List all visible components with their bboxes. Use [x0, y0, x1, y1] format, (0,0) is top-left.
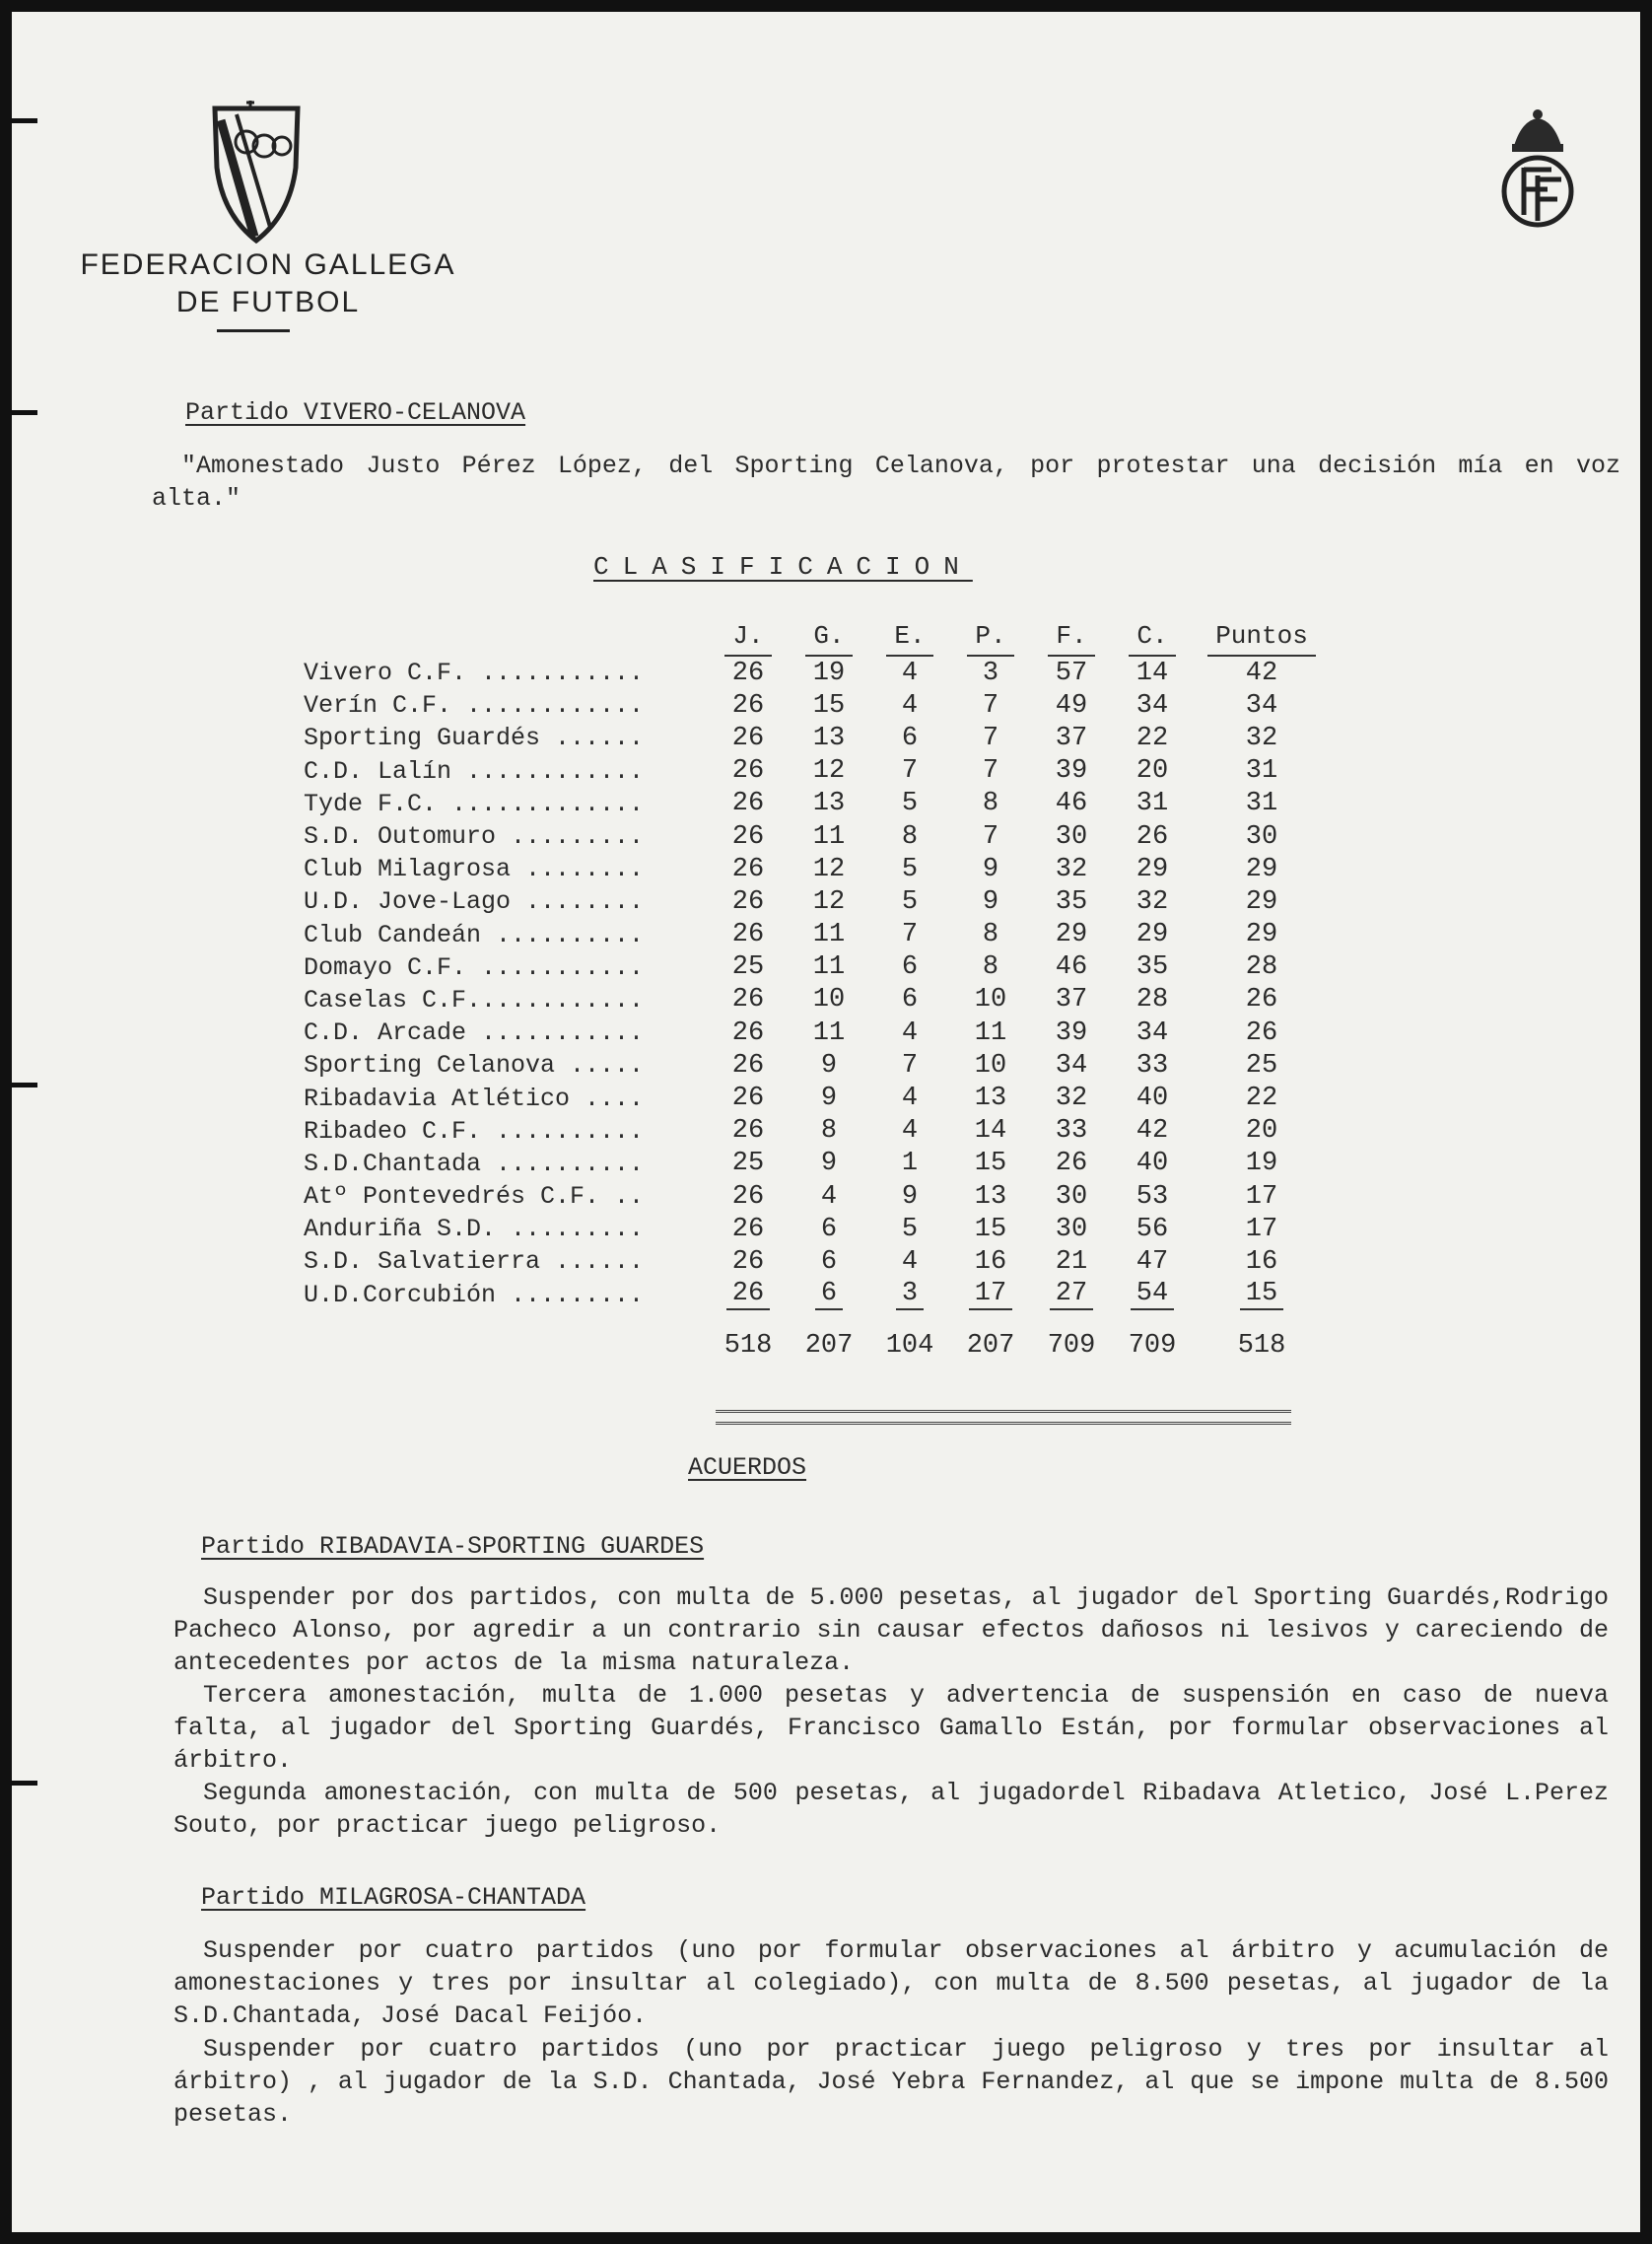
rfef-crest-icon	[1492, 106, 1583, 229]
cell-pts: 29	[1245, 854, 1278, 884]
cell-pts: 29	[1245, 886, 1278, 917]
letterhead-rule	[217, 329, 290, 332]
federation-name-line2: DE FUTBOL	[175, 286, 361, 318]
team-name: S.D. Salvatierra ......	[304, 1247, 645, 1277]
cell-pts: 30	[1245, 821, 1278, 852]
cell-c: 40	[1136, 1149, 1169, 1179]
totals-double-rule	[716, 1410, 1291, 1425]
cell-j: 26	[731, 886, 765, 917]
team-column-header	[304, 617, 708, 657]
cell-g: 12	[812, 756, 846, 787]
cell-e: 5	[901, 1214, 919, 1244]
cell-j: 26	[731, 1116, 765, 1147]
table-row	[304, 755, 1331, 788]
team-name: C.D. Lalín ............	[304, 756, 645, 786]
cell-c: 33	[1136, 1050, 1169, 1081]
col-header-g: G.	[789, 617, 869, 657]
cell-p: 11	[974, 1017, 1007, 1048]
cell-p: 13	[974, 1181, 1007, 1212]
cell-g: 12	[812, 886, 846, 917]
cell-g: 4	[820, 1181, 838, 1212]
cell-j: 26	[731, 690, 765, 721]
cell-g: 6	[820, 1214, 838, 1244]
cell-p: 7	[982, 690, 999, 721]
cell-e: 4	[901, 690, 919, 721]
table-row	[304, 1148, 1331, 1180]
cell-pts: 31	[1245, 789, 1278, 819]
cell-f: 37	[1055, 985, 1088, 1016]
table-row	[304, 722, 1331, 754]
cell-g: 13	[812, 789, 846, 819]
binder-hole-mark	[12, 118, 37, 123]
total-f: 709	[1047, 1330, 1096, 1361]
cell-f: 26	[1055, 1149, 1088, 1179]
cell-c: 32	[1136, 886, 1169, 917]
cell-c: 22	[1136, 723, 1169, 753]
table-row	[304, 1017, 1331, 1049]
col-header-c: C.	[1112, 617, 1193, 657]
cell-g: 13	[812, 723, 846, 753]
team-name: Anduriña S.D. .........	[304, 1215, 645, 1244]
acuerdo-paragraph: Tercera amonestación, multa de 1.000 pesetas y advertencia de suspensión en caso de nueva falta, al jugador del Sporting Guardés, Francisco Gamallo Están, por formular observaciones al árbitro.	[173, 1681, 1609, 1775]
table-row	[304, 1180, 1331, 1213]
cell-e: 4	[901, 1017, 919, 1048]
team-name: C.D. Arcade ...........	[304, 1018, 645, 1048]
cell-pts: 19	[1245, 1149, 1278, 1179]
table-row	[304, 1049, 1331, 1082]
cell-e: 5	[901, 854, 919, 884]
cell-g: 9	[820, 1050, 838, 1081]
cell-c: 34	[1136, 1017, 1169, 1048]
cell-f: 29	[1055, 920, 1088, 950]
cell-pts: 26	[1245, 1017, 1278, 1048]
cell-f: 46	[1055, 952, 1088, 983]
team-name: Ribadeo C.F. ..........	[304, 1116, 645, 1146]
cell-p: 7	[982, 756, 999, 787]
cell-e: 4	[901, 658, 919, 688]
cell-e: 6	[901, 723, 919, 753]
cell-g: 6	[789, 1279, 869, 1311]
total-g: 207	[804, 1330, 854, 1361]
cell-c: 14	[1136, 658, 1169, 688]
team-name: S.D.Chantada ..........	[304, 1149, 645, 1178]
team-name: Club Candeán ..........	[304, 920, 645, 949]
table-row	[304, 1279, 1331, 1311]
cell-p: 16	[974, 1246, 1007, 1277]
cell-e: 5	[901, 789, 919, 819]
cell-f: 46	[1055, 789, 1088, 819]
table-row	[304, 885, 1331, 918]
cell-f: 32	[1055, 854, 1088, 884]
team-name: U.D. Jove-Lago ........	[304, 887, 645, 917]
cell-c: 42	[1136, 1116, 1169, 1147]
cell-j: 26	[731, 1017, 765, 1048]
team-name: Ribadavia Atlético ....	[304, 1084, 645, 1113]
cell-j: 26	[731, 658, 765, 688]
cell-e: 3	[869, 1279, 950, 1311]
cell-g: 19	[812, 658, 846, 688]
table-row	[304, 853, 1331, 885]
cell-g: 15	[812, 690, 846, 721]
cell-c: 34	[1136, 690, 1169, 721]
cell-p: 9	[982, 854, 999, 884]
cell-pts: 17	[1245, 1181, 1278, 1212]
federation-name-line1: FEDERACION GALLEGA	[80, 248, 456, 281]
cell-p: 15	[974, 1149, 1007, 1179]
acuerdo-paragraph: Segunda amonestación, con multa de 500 pesetas, al jugadordel Ribadava Atletico, José L.Perez Souto, por practicar juego peligroso.	[173, 1779, 1609, 1840]
cell-c: 40	[1136, 1084, 1169, 1114]
cell-e: 7	[901, 1050, 919, 1081]
total-e: 104	[885, 1330, 934, 1361]
cell-e: 4	[901, 1084, 919, 1114]
total-j: 518	[723, 1330, 773, 1361]
cell-c: 29	[1136, 854, 1169, 884]
cell-j: 26	[708, 1279, 789, 1311]
cell-c: 26	[1136, 821, 1169, 852]
cell-pts: 17	[1245, 1214, 1278, 1244]
cell-pts: 20	[1245, 1116, 1278, 1147]
federation-name	[51, 246, 485, 321]
team-name: Sporting Guardés ......	[304, 724, 645, 753]
cell-pts: 15	[1193, 1279, 1331, 1311]
cell-pts: 26	[1245, 985, 1278, 1016]
table-header-row	[304, 617, 1331, 657]
col-header-j: J.	[708, 617, 789, 657]
binder-hole-mark	[12, 1781, 37, 1786]
cell-c: 35	[1136, 952, 1169, 983]
team-name: Caselas C.F............	[304, 985, 645, 1015]
team-name: Verín C.F. ............	[304, 691, 645, 721]
binder-hole-mark	[12, 1083, 37, 1087]
classification-title: CLASIFICACION	[593, 552, 973, 582]
acuerdo-paragraph: Suspender por dos partidos, con multa de 5.000 pesetas, al jugador del Sporting Guardés,Rodrigo Pacheco Alonso, por agredir a un contrario sin causar efectos dañosos ni lesivos y careciendo de antecedentes por actos de la misma naturaleza.	[173, 1583, 1609, 1677]
cell-j: 25	[731, 1149, 765, 1179]
cell-g: 6	[820, 1246, 838, 1277]
col-header-puntos: Puntos	[1193, 617, 1331, 657]
cell-j: 26	[731, 723, 765, 753]
cell-e: 5	[901, 886, 919, 917]
cell-p: 3	[982, 658, 999, 688]
cell-g: 8	[820, 1116, 838, 1147]
cell-c: 31	[1136, 789, 1169, 819]
cell-pts: 25	[1245, 1050, 1278, 1081]
cell-pts: 42	[1245, 658, 1278, 688]
cell-j: 26	[731, 1084, 765, 1114]
cell-f: 34	[1055, 1050, 1088, 1081]
cell-c: 56	[1136, 1214, 1169, 1244]
acuerdo-paragraph: Suspender por cuatro partidos (uno por formular observaciones al árbitro y acumulación de amonestaciones y tres por insultar al colegiado), con multa de 8.500 pesetas, al jugador de la S.D.Chantada, José Dacal Feijóo.	[173, 1936, 1609, 2030]
table-row	[304, 820, 1331, 853]
cell-pts: 29	[1245, 920, 1278, 950]
cell-g: 11	[812, 1017, 846, 1048]
acuerdos-title: ACUERDOS	[688, 1453, 807, 1482]
cell-e: 9	[901, 1181, 919, 1212]
cell-f: 30	[1055, 1181, 1088, 1212]
cell-c: 47	[1136, 1246, 1169, 1277]
match-heading-milagrosa-chantada: Partido MILAGROSA-CHANTADA	[201, 1883, 586, 1912]
cell-f: 21	[1055, 1246, 1088, 1277]
cell-j: 26	[731, 854, 765, 884]
cell-pts: 22	[1245, 1084, 1278, 1114]
col-header-e: E.	[869, 617, 950, 657]
cell-e: 7	[901, 756, 919, 787]
total-pts: 518	[1237, 1330, 1286, 1361]
cell-f: 30	[1055, 821, 1088, 852]
table-row	[304, 788, 1331, 820]
cell-f: 49	[1055, 690, 1088, 721]
cell-f: 39	[1055, 756, 1088, 787]
cell-g: 10	[812, 985, 846, 1016]
match-heading-ribadavia-sporting: Partido RIBADAVIA-SPORTING GUARDES	[201, 1532, 705, 1561]
cell-p: 7	[982, 723, 999, 753]
cell-p: 15	[974, 1214, 1007, 1244]
cell-e: 7	[901, 920, 919, 950]
table-row	[304, 951, 1331, 984]
cell-f: 39	[1055, 1017, 1088, 1048]
team-name: Club Milagrosa ........	[304, 855, 645, 884]
cell-e: 6	[901, 985, 919, 1016]
cell-pts: 28	[1245, 952, 1278, 983]
cell-f: 27	[1031, 1279, 1112, 1311]
cell-p: 7	[982, 821, 999, 852]
cell-e: 8	[901, 821, 919, 852]
team-name: Domayo C.F. ...........	[304, 952, 645, 982]
col-header-p: P.	[950, 617, 1031, 657]
cell-e: 6	[901, 952, 919, 983]
total-p: 207	[966, 1330, 1015, 1361]
cell-e: 4	[901, 1116, 919, 1147]
cell-p: 17	[950, 1279, 1031, 1311]
cell-p: 8	[982, 920, 999, 950]
cell-g: 11	[812, 952, 846, 983]
table-row	[304, 1245, 1331, 1278]
cell-pts: 34	[1245, 690, 1278, 721]
cell-j: 26	[731, 1050, 765, 1081]
cell-j: 26	[731, 821, 765, 852]
table-row	[304, 1082, 1331, 1114]
team-name: S.D. Outomuro .........	[304, 822, 645, 852]
cell-j: 26	[731, 1214, 765, 1244]
match-heading-vivero-celanova: Partido VIVERO-CELANOVA	[185, 398, 526, 427]
cell-pts: 16	[1245, 1246, 1278, 1277]
team-name: Vivero C.F. ...........	[304, 659, 645, 688]
col-header-f: F.	[1031, 617, 1112, 657]
cell-j: 25	[731, 952, 765, 983]
cell-g: 12	[812, 854, 846, 884]
cell-j: 26	[731, 789, 765, 819]
table-row	[304, 689, 1331, 722]
cell-c: 28	[1136, 985, 1169, 1016]
document-page	[12, 12, 1640, 2232]
cell-g: 11	[812, 821, 846, 852]
team-name: Sporting Celanova .....	[304, 1051, 645, 1081]
classification-body	[304, 657, 1331, 1361]
cell-p: 14	[974, 1116, 1007, 1147]
match-quote: "Amonestado Justo Pérez López, del Sporting Celanova, por protestar una decisión mía en voz alta."	[152, 452, 1620, 513]
cell-f: 32	[1055, 1084, 1088, 1114]
totals-row	[304, 1311, 1331, 1361]
acuerdo-paragraph: Suspender por cuatro partidos (uno por practicar juego peligroso y tres por insultar al árbitro) , al jugador de la S.D. Chantada, José Yebra Fernandez, al que se impone multa de 8.500 pesetas.	[173, 2035, 1609, 2129]
cell-f: 35	[1055, 886, 1088, 917]
cell-c: 54	[1112, 1279, 1193, 1311]
cell-j: 26	[731, 985, 765, 1016]
cell-f: 57	[1055, 658, 1088, 688]
cell-c: 53	[1136, 1181, 1169, 1212]
cell-j: 26	[731, 920, 765, 950]
cell-p: 8	[982, 952, 999, 983]
cell-c: 29	[1136, 920, 1169, 950]
team-name: Tyde F.C. .............	[304, 789, 645, 818]
cell-p: 9	[982, 886, 999, 917]
team-name: Atº Pontevedrés C.F. ..	[304, 1182, 645, 1212]
cell-pts: 31	[1245, 756, 1278, 787]
table-row	[304, 984, 1331, 1017]
cell-g: 9	[820, 1149, 838, 1179]
cell-p: 13	[974, 1084, 1007, 1114]
classification-table	[304, 617, 1331, 1361]
team-name: U.D.Corcubión .........	[304, 1280, 645, 1309]
cell-f: 33	[1055, 1116, 1088, 1147]
table-row	[304, 919, 1331, 951]
cell-j: 26	[731, 756, 765, 787]
table-row	[304, 1213, 1331, 1245]
total-c: 709	[1128, 1330, 1177, 1361]
totals-label-cell	[304, 1311, 708, 1361]
cell-j: 26	[731, 1181, 765, 1212]
cell-e: 1	[901, 1149, 919, 1179]
table-row	[304, 657, 1331, 689]
cell-p: 10	[974, 985, 1007, 1016]
cell-f: 30	[1055, 1214, 1088, 1244]
cell-e: 4	[901, 1246, 919, 1277]
cell-g: 9	[820, 1084, 838, 1114]
binder-hole-mark	[12, 410, 37, 415]
cell-c: 20	[1136, 756, 1169, 787]
table-row	[304, 1115, 1331, 1148]
cell-f: 37	[1055, 723, 1088, 753]
cell-pts: 32	[1245, 723, 1278, 753]
cell-p: 8	[982, 789, 999, 819]
federacion-gallega-shield-icon	[207, 99, 306, 245]
cell-g: 11	[812, 920, 846, 950]
cell-j: 26	[731, 1246, 765, 1277]
cell-p: 10	[974, 1050, 1007, 1081]
